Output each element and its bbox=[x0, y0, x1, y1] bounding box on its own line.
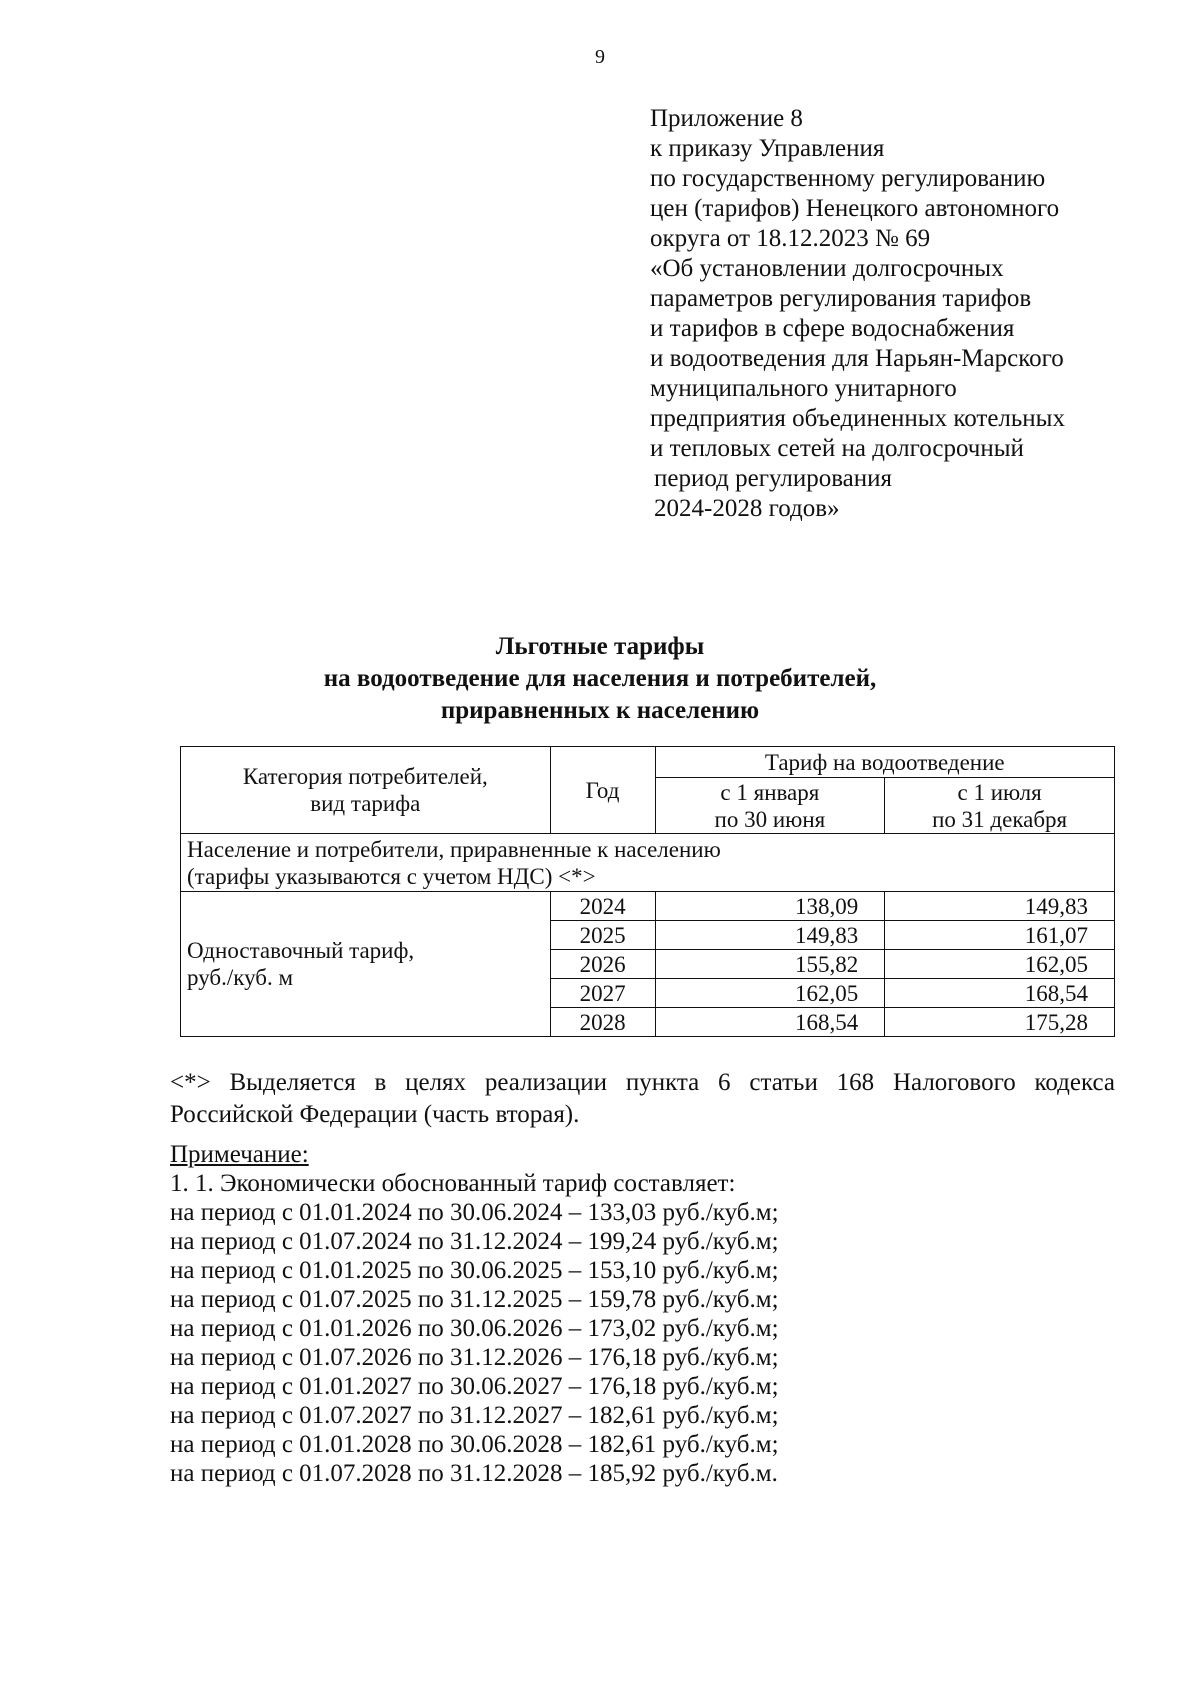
note-item: на период с 01.01.2027 по 30.06.2027 – 176,18 руб./куб.м; bbox=[170, 1373, 779, 1400]
period-1-value: 162,05 bbox=[655, 979, 885, 1008]
appendix-line: округа от 18.12.2023 № 69 bbox=[650, 225, 931, 252]
header-year: Год bbox=[550, 747, 655, 834]
year-cell: 2025 bbox=[550, 921, 655, 950]
notes-intro: 1. 1. Экономически обоснованный тариф составляет: bbox=[170, 1170, 736, 1197]
appendix-line: по государственному регулированию bbox=[650, 165, 1046, 192]
appendix-line: предприятия объединенных котельных bbox=[650, 405, 1065, 432]
appendix-line: цен (тарифов) Ненецкого автономного bbox=[650, 195, 1060, 222]
page-number: 9 bbox=[595, 46, 605, 68]
table-row bbox=[181, 892, 1115, 921]
year-cell: 2028 bbox=[550, 1008, 655, 1037]
notes-section bbox=[170, 1140, 1115, 1488]
period-2-value: 161,07 bbox=[885, 921, 1115, 950]
note-item: на период с 01.07.2027 по 31.12.2027 – 182,61 руб./куб.м; bbox=[170, 1402, 779, 1429]
appendix-line: Приложение 8 bbox=[650, 105, 803, 132]
header-tariff-group: Тариф на водоотведение bbox=[655, 747, 1114, 778]
period-2-value: 175,28 bbox=[885, 1008, 1115, 1037]
appendix-line: муниципального унитарного bbox=[650, 375, 957, 402]
title-line: приравненных к населению bbox=[440, 697, 760, 724]
year-cell: 2027 bbox=[550, 979, 655, 1008]
title-line: Льготные тарифы bbox=[495, 633, 705, 660]
note-item: на период с 01.01.2025 по 30.06.2025 – 153,10 руб./куб.м; bbox=[170, 1257, 779, 1284]
header-period-2: с 1 июля по 31 декабря bbox=[885, 778, 1115, 834]
period-1-value: 138,09 bbox=[655, 892, 885, 921]
note-item: на период с 01.01.2024 по 30.06.2024 – 133,03 руб./куб.м; bbox=[170, 1199, 779, 1226]
note-item: на период с 01.07.2025 по 31.12.2025 – 159,78 руб./куб.м; bbox=[170, 1286, 779, 1313]
appendix-line: и тепловых сетей на долгосрочный bbox=[650, 435, 1024, 462]
note-item: на период с 01.07.2024 по 31.12.2024 – 199,24 руб./куб.м; bbox=[170, 1228, 779, 1255]
header-category: Категория потребителей, вид тарифа bbox=[181, 747, 551, 834]
header-period-1: с 1 января по 30 июня bbox=[655, 778, 885, 834]
note-item: на период с 01.01.2028 по 30.06.2028 – 182,61 руб./куб.м; bbox=[170, 1431, 779, 1458]
appendix-line: и тарифов в сфере водоснабжения bbox=[650, 315, 1015, 342]
tariff-type: Одноставочный тариф, руб./куб. м bbox=[181, 892, 551, 1037]
appendix-line: параметров регулирования тарифов bbox=[650, 285, 1032, 312]
note-item: на период с 01.07.2026 по 31.12.2026 – 176,18 руб./куб.м; bbox=[170, 1344, 779, 1371]
document-title bbox=[0, 631, 1200, 727]
appendix-line: 2024-2028 годов» bbox=[654, 495, 840, 522]
title-line: на водоотведение для населения и потребителей, bbox=[323, 665, 877, 692]
section-label: Население и потребители, приравненные к населению (тарифы указываются с учетом НДС) <*> bbox=[181, 834, 1115, 892]
note-item: на период с 01.07.2028 по 31.12.2028 – 185,92 руб./куб.м. bbox=[170, 1460, 778, 1487]
tariff-table bbox=[180, 746, 1115, 1037]
appendix-line: период регулирования bbox=[654, 465, 893, 492]
appendix-line: «Об установлении долгосрочных bbox=[650, 255, 1004, 282]
appendix-line: и водоотведения для Нарьян-Марского bbox=[650, 345, 1064, 372]
footnote: <*> Выделяется в целях реализации пункта 6 статьи 168 Налогового кодекса Российской Федерации (часть вторая). bbox=[170, 1069, 1115, 1128]
period-1-value: 168,54 bbox=[655, 1008, 885, 1037]
year-cell: 2024 bbox=[550, 892, 655, 921]
period-1-value: 149,83 bbox=[655, 921, 885, 950]
appendix-line: к приказу Управления bbox=[650, 135, 885, 162]
period-2-value: 168,54 bbox=[885, 979, 1115, 1008]
notes-heading: Примечание: bbox=[170, 1141, 309, 1168]
appendix-header bbox=[650, 104, 1150, 524]
period-1-value: 155,82 bbox=[655, 950, 885, 979]
period-2-value: 149,83 bbox=[885, 892, 1115, 921]
year-cell: 2026 bbox=[550, 950, 655, 979]
note-item: на период с 01.01.2026 по 30.06.2026 – 173,02 руб./куб.м; bbox=[170, 1315, 779, 1342]
period-2-value: 162,05 bbox=[885, 950, 1115, 979]
